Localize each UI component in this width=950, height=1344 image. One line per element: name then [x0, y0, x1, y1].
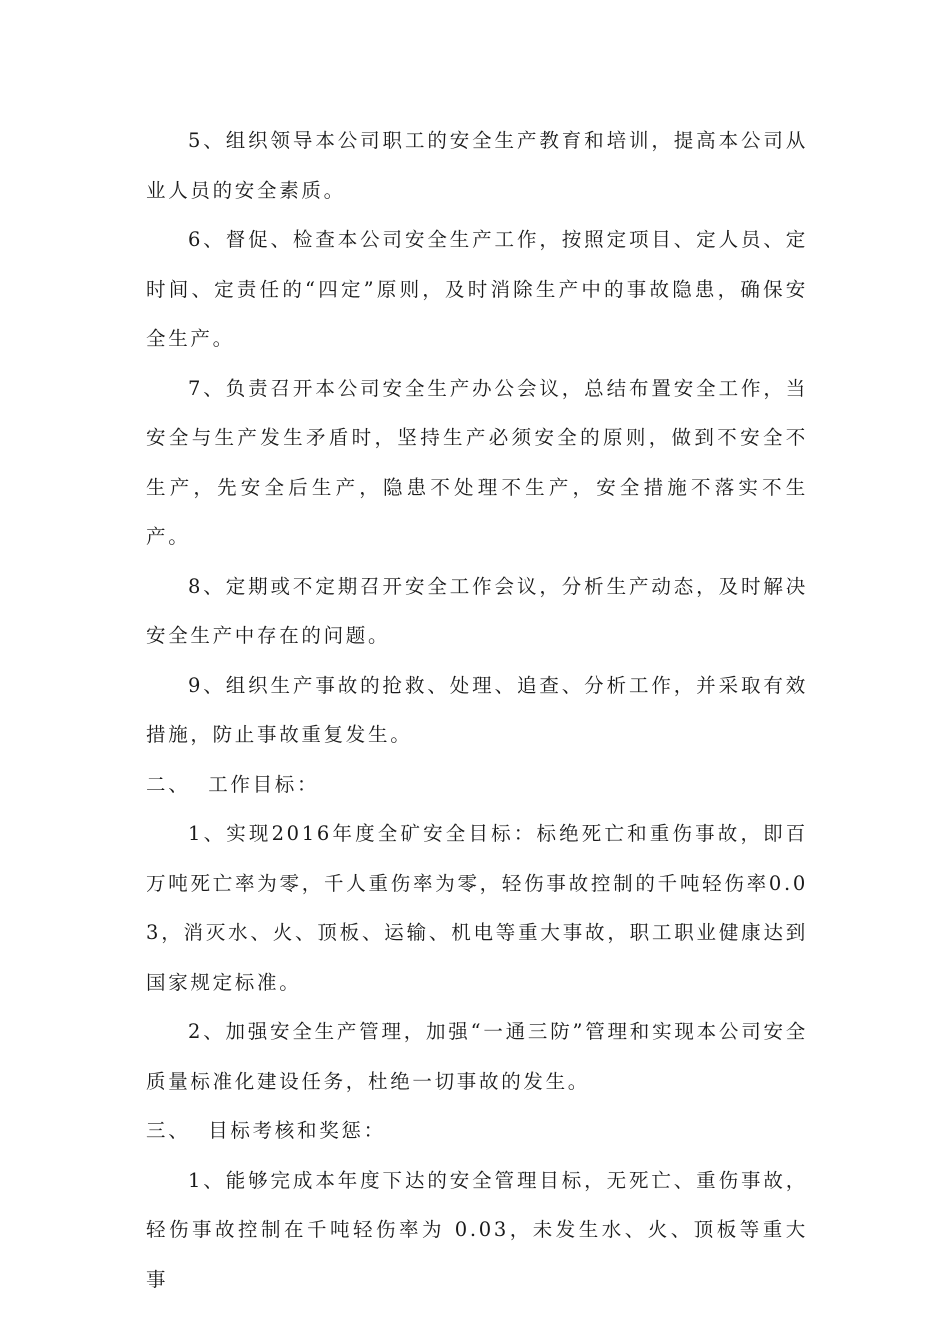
goal-item-1: 1、实现2016年度全矿安全目标：标绝死亡和重伤事故，即百万吨死亡率为零，千人重伤率为零，轻伤事故控制的千吨轻伤率0.03，消灭水、火、顶板、运输、机电等重大事故，职工职业健康达到国家规定标准。 [146, 822, 808, 994]
assessment-item-1: 1、能够完成本年度下达的安全管理目标，无死亡、重伤事故，轻伤事故控制在千吨轻伤率为 0.03，未发生水、火、顶板等重大事 [146, 1168, 808, 1291]
goal-item-2: 2、加强安全生产管理，加强“一通三防”管理和实现本公司安全质量标准化建设任务，杜绝一切事故的发生。 [146, 1020, 808, 1093]
duty-item-9: 9、组织生产事故的抢救、处理、追查、分析工作，并采取有效措施，防止事故重复发生。 [146, 673, 808, 746]
duty-item-7: 7、负责召开本公司安全生产办公会议，总结布置安全工作，当安全与生产发生矛盾时，坚持生产必须安全的原则，做到不安全不生产，先安全后生产，隐患不处理不生产，安全措施不落实不生产。 [146, 376, 808, 548]
duty-item-8: 8、定期或不定期召开安全工作会议，分析生产动态，及时解决安全生产中存在的问题。 [146, 574, 808, 647]
document-body [146, 116, 808, 1304]
duty-item-6: 6、督促、检查本公司安全生产工作，按照定项目、定人员、定时间、定责任的“四定”原则，及时消除生产中的事故隐患，确保安全生产。 [146, 228, 808, 350]
section-heading-assessment: 三、 目标考核和奖惩： [146, 1119, 386, 1142]
duty-item-5: 5、组织领导本公司职工的安全生产教育和培训，提高本公司从业人员的安全素质。 [146, 129, 808, 202]
section-heading-work-goals: 二、 工作目标： [146, 772, 320, 796]
